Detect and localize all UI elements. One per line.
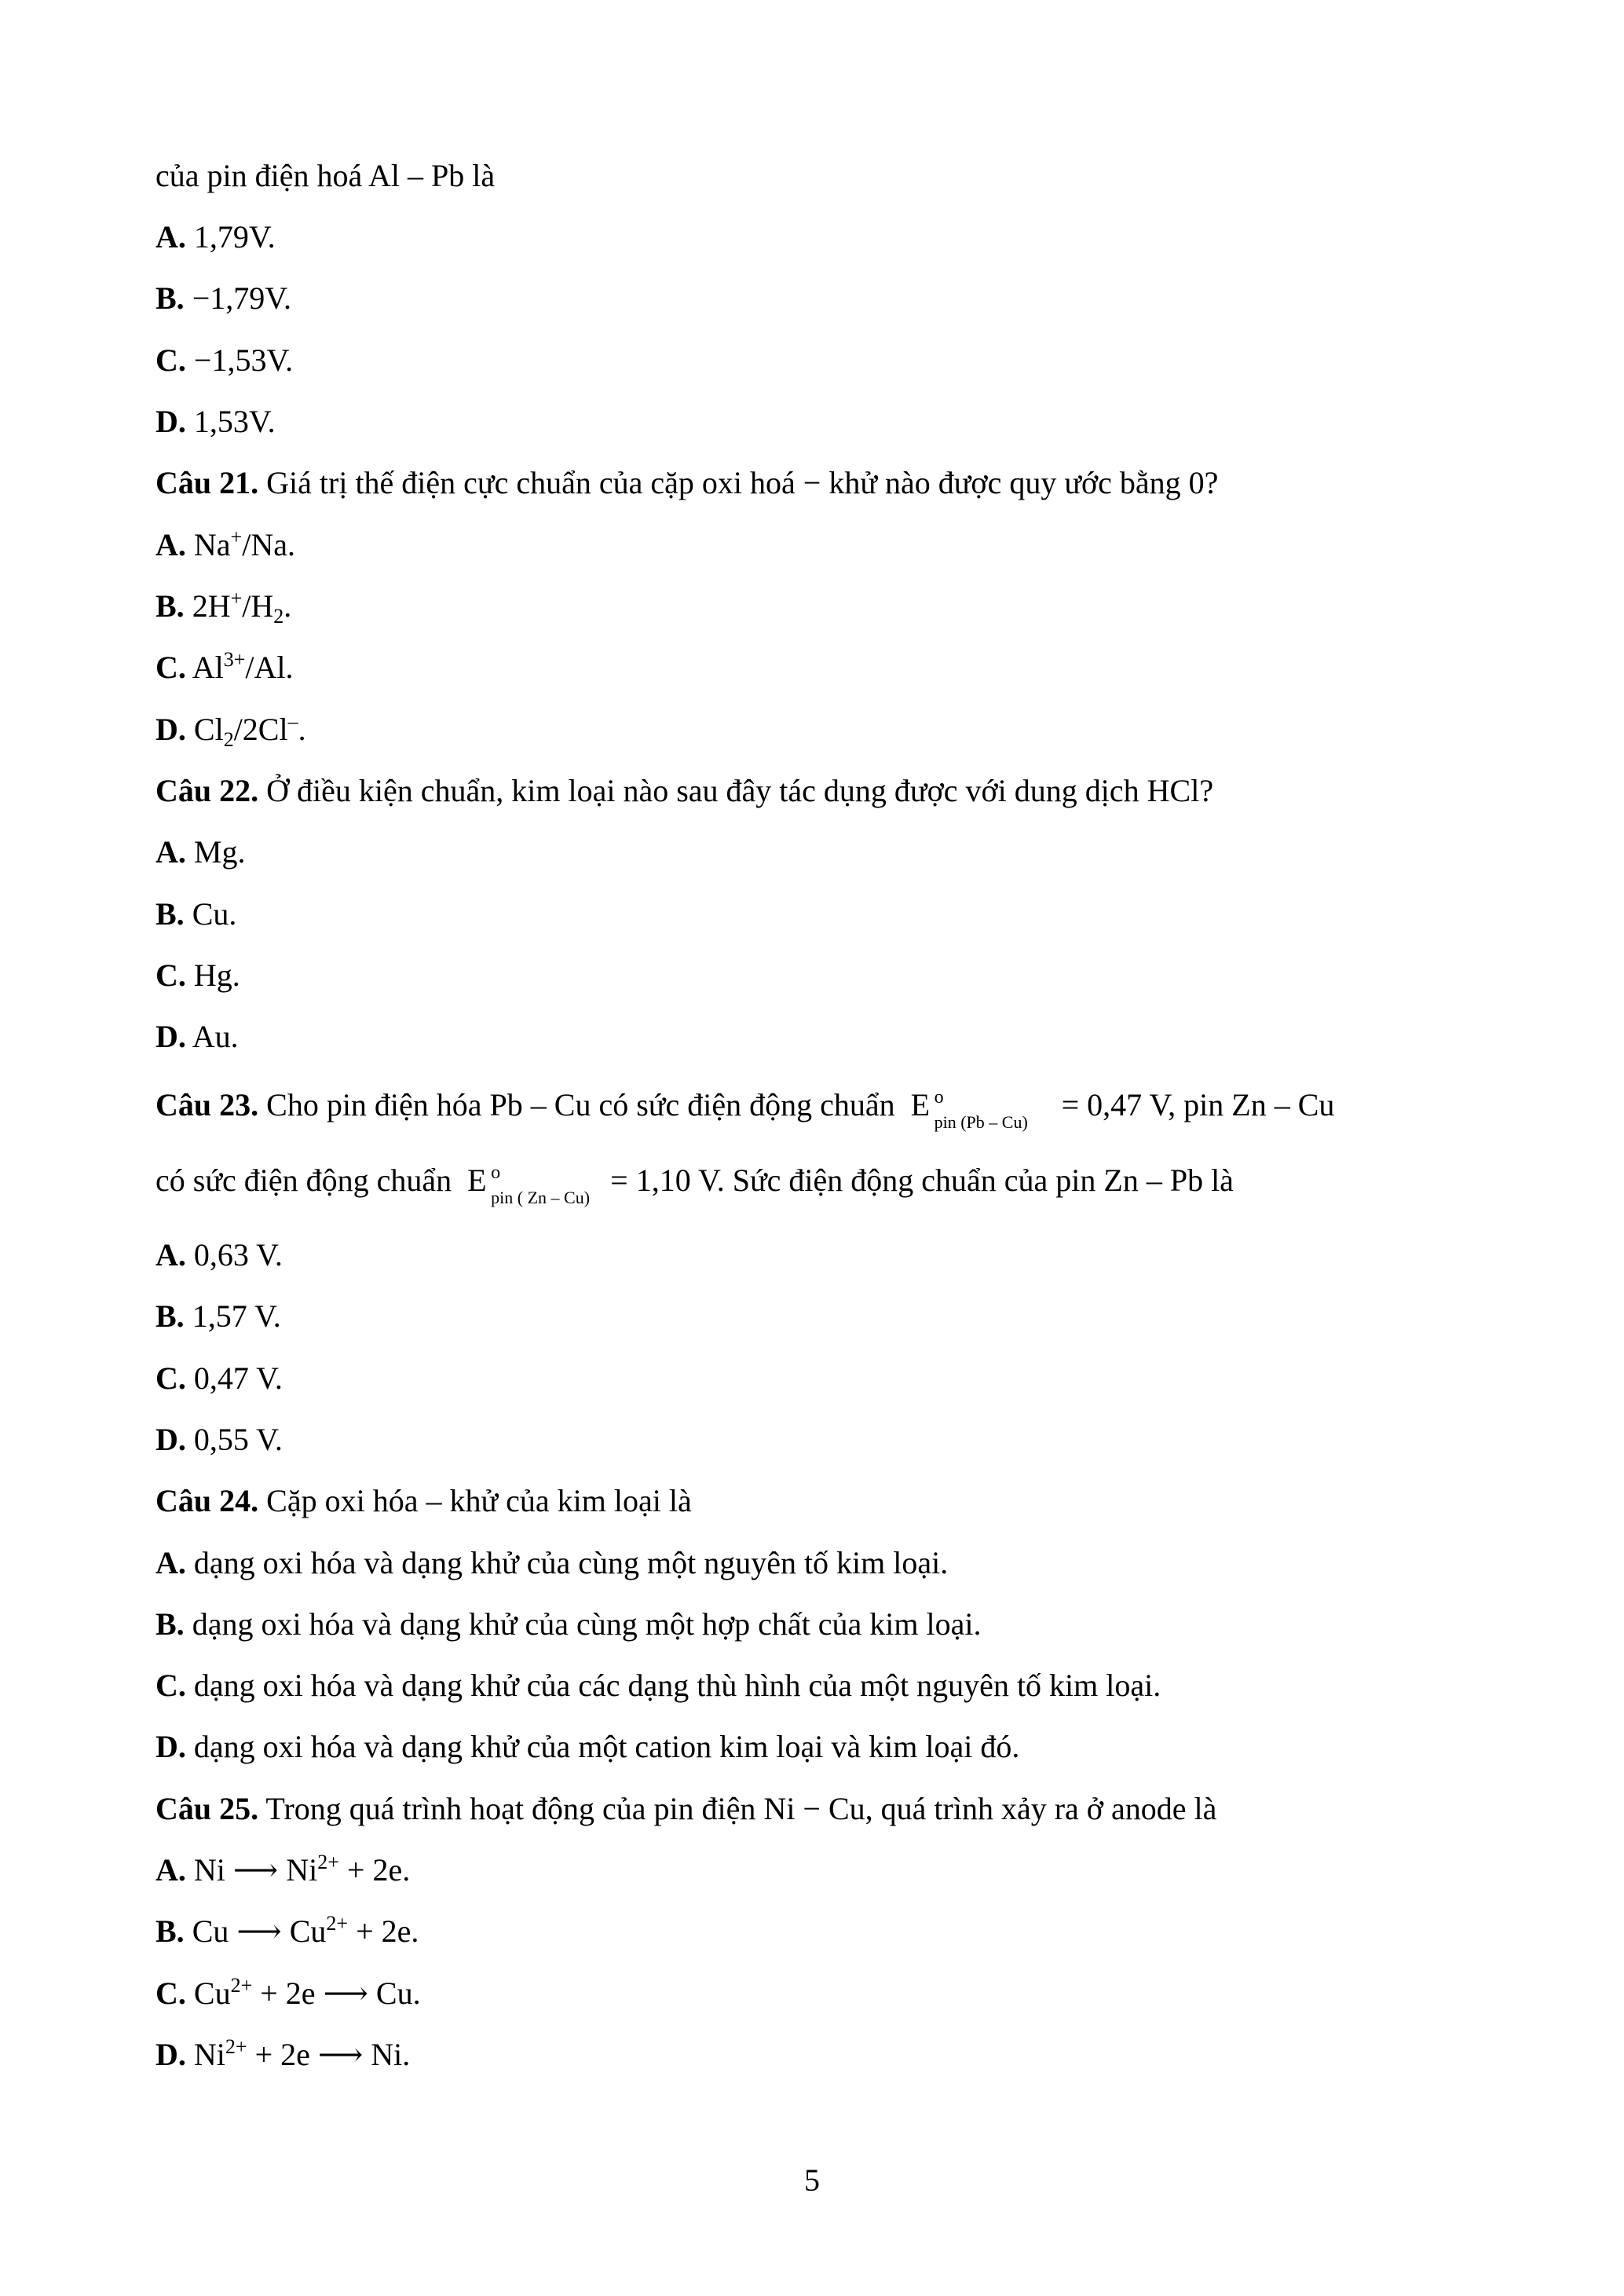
- question-24-stem: Câu 24. Cặp oxi hóa – khử của kim loại là: [155, 1483, 692, 1518]
- question-25-option-b: B. Cu ⟶ $Cu^{2+} + 2e$.: [155, 1912, 419, 1949]
- question-22-option-a: A. Mg.: [155, 834, 246, 870]
- question-24-option-c: C. dạng oxi hóa và dạng khử của các dạng thù hình của một nguyên tố kim loại.: [155, 1668, 1161, 1703]
- question-number: Câu 24.: [155, 1483, 259, 1518]
- option-label: D.: [155, 404, 186, 439]
- option-label: D.: [155, 1019, 186, 1054]
- question-23-stem: Câu 23. Cho pin điện hóa Pb – Cu có sức điện động chuẩn E o pin (Pb – Cu) = 0,47 V, pin Zn – Cu: [155, 1087, 1335, 1132]
- question-20-option-a: A. 1,79V.: [155, 219, 276, 255]
- question-20-option-d: D. 1,53V.: [155, 404, 276, 439]
- question-number: Câu 22.: [155, 773, 259, 808]
- option-label: D.: [155, 1422, 186, 1457]
- question-21-option-d: D. $Cl_2/2Cl^-$.: [155, 710, 306, 751]
- question-number: Câu 23.: [155, 1087, 259, 1122]
- option-label: C.: [155, 342, 186, 378]
- option-label: A.: [155, 1852, 186, 1888]
- option-label: D.: [155, 2037, 186, 2072]
- option-label: B.: [155, 1606, 185, 1642]
- question-24-option-b: B. dạng oxi hóa và dạng khử của cùng một hợp chất của kim loại.: [155, 1606, 982, 1642]
- standard-emf-symbol: E o pin (Pb – Cu): [910, 1087, 1028, 1132]
- option-label: C.: [155, 650, 186, 685]
- question-20-option-c: C. −1,53V.: [155, 342, 294, 378]
- question-number: Câu 21.: [155, 465, 259, 500]
- question-23-option-b: B. 1,57 V.: [155, 1298, 281, 1334]
- question-22-option-c: C. Hg.: [155, 958, 240, 993]
- option-label: A.: [155, 834, 186, 870]
- option-label: A.: [155, 1237, 186, 1273]
- page-number: 5: [804, 2162, 820, 2198]
- question-24-option-d: D. dạng oxi hóa và dạng khử của một cation kim loại và kim loại đó.: [155, 1729, 1020, 1764]
- option-label: B.: [155, 1913, 185, 1949]
- question-23-stem-line-2: có sức điện động chuẩn E o pin ( Zn – Cu) = 1,10 V. Sức điện động chuẩn của pin Zn – Pb là: [155, 1163, 1234, 1207]
- option-label: B.: [155, 1298, 185, 1334]
- question-23-option-c: C. 0,47 V.: [155, 1360, 283, 1396]
- option-label: B.: [155, 588, 185, 624]
- question-22-option-b: B. Cu.: [155, 896, 237, 932]
- question-25-option-d: D. $Ni^{2+} + 2e$ ⟶ Ni.: [155, 2035, 411, 2072]
- option-label: A.: [155, 219, 186, 255]
- standard-emf-symbol: E o pin ( Zn – Cu): [467, 1163, 591, 1207]
- option-label: B.: [155, 896, 185, 932]
- question-21-option-b: B. $2H^+/H_2$.: [155, 587, 292, 628]
- question-23-option-a: A. 0,63 V.: [155, 1237, 283, 1273]
- question-21-stem: Câu 21. Giá trị thế điện cực chuẩn của cặp oxi hoá − khử nào được quy ước bằng 0?: [155, 465, 1219, 500]
- option-label: D.: [155, 712, 186, 747]
- option-label: A.: [155, 1545, 186, 1580]
- question-number: Câu 25.: [155, 1791, 259, 1826]
- option-label: C.: [155, 1360, 186, 1396]
- question-22-stem: Câu 22. Ở điều kiện chuẩn, kim loại nào sau đây tác dụng được với dung dịch HCl?: [155, 773, 1214, 808]
- question-23-option-d: D. 0,55 V.: [155, 1422, 283, 1457]
- option-label: A.: [155, 527, 186, 562]
- option-label: C.: [155, 1976, 186, 2011]
- question-21-option-a: A. Na+/Na.: [155, 525, 295, 562]
- question-20-stem-continuation: của pin điện hoá Al – Pb là: [155, 158, 496, 193]
- option-label: C.: [155, 1668, 186, 1703]
- question-24-option-a: A. dạng oxi hóa và dạng khử của cùng một nguyên tố kim loại.: [155, 1545, 949, 1580]
- question-25-stem: Câu 25. Trong quá trình hoạt động của pin điện Ni − Cu, quá trình xảy ra ở anode là: [155, 1791, 1217, 1826]
- question-20-option-b: B. −1,79V.: [155, 280, 291, 316]
- option-label: B.: [155, 280, 185, 316]
- question-21-option-c: C. $Al^{3+}/Al$.: [155, 648, 294, 685]
- question-25-option-c: C. $Cu^{2+} + 2e$ ⟶ Cu.: [155, 1974, 421, 2011]
- option-label: D.: [155, 1729, 186, 1764]
- question-25-option-a: A. Ni ⟶ $Ni^{2+} + 2e$.: [155, 1851, 411, 1888]
- question-22-option-d: D. Au.: [155, 1019, 239, 1054]
- option-label: C.: [155, 958, 186, 993]
